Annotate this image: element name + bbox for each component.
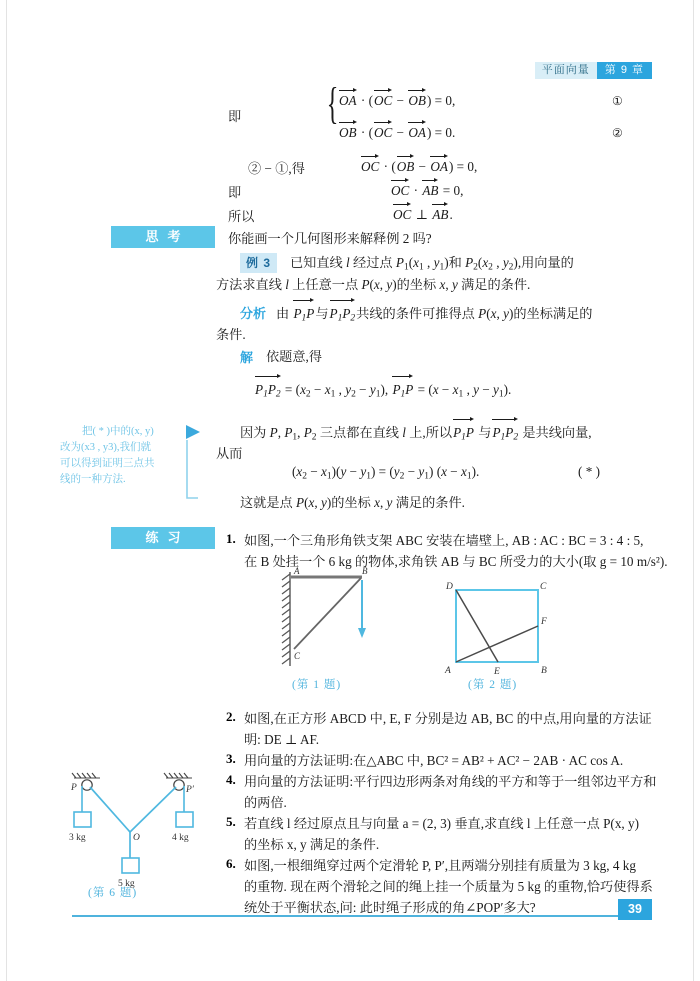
exercise-6-line-3: 统处于平衡状态,问: 此时绳子形成的角∠POP′多大? — [244, 899, 536, 915]
figure-2 — [438, 580, 568, 680]
proof-equation-4: OC · AB = 0, — [391, 183, 464, 198]
margin-note-line-1: 把( * )中的(x, y) — [82, 426, 154, 437]
solution-label: 解 — [240, 350, 254, 365]
svg-text:A: A — [294, 566, 300, 576]
exercise-6-line-2: 的重物. 现在两个滑轮之间的绳上挂一个质量为 5 kg 的重物,恰巧使得系 — [244, 878, 653, 894]
example-3-line-2: 方法求直线 l 上任意一点 P(x, y)的坐标 x, y 满足的条件. — [216, 277, 531, 292]
svg-text:4 kg: 4 kg — [172, 833, 189, 843]
svg-text:O: O — [133, 833, 140, 843]
footer-rule — [72, 915, 618, 917]
svg-text:P: P — [71, 783, 77, 793]
exercise-text-3 — [244, 751, 664, 772]
proof-equation-3: OC · (OB − OA) = 0, — [361, 159, 478, 174]
example-3-line-1: 已知直线 l 经过点 $P_1(x_1$ , $y_1$)和 $P_2(x_2$ , $y_2$),用向量的 — [290, 255, 574, 273]
svg-text:C: C — [540, 582, 547, 592]
proof-lead-2: ② − ①,得 — [248, 161, 305, 176]
figure-1-caption: (第 1 题) — [292, 679, 342, 691]
svg-text:P′: P′ — [186, 785, 194, 795]
proof-equation-1: OA · (OC − OB) = 0, — [339, 93, 456, 108]
star-equation-tag: ( * ) — [578, 464, 600, 479]
exercise-number-5: 5. — [226, 814, 236, 829]
exercise-2-line-2: 明: DE ⊥ AF. — [244, 731, 320, 747]
margin-note-line-3: 可以得到证明三点共 — [60, 457, 155, 469]
exercise-5-line-1: 若直线 l 经过原点且与向量 a = (2, 3) 垂直,求直线 l 上任意一点 P(x, y) — [244, 816, 639, 831]
proof-lead-4: 所以 — [228, 209, 255, 224]
svg-text:A: A — [445, 666, 451, 676]
margin-note-bracket — [184, 424, 206, 502]
svg-text:B: B — [362, 566, 368, 576]
think-question: 你能画一个几何图形来解释例 2 吗? — [228, 231, 432, 246]
solution-equation: $P_1P_2 = (x_2 - x_1$ , $y_2 - y_1$), $P_1P = (x - x_1$ , $y - y_1$). — [254, 378, 511, 403]
margin-note-line-4: 线的一种方法. — [60, 473, 126, 485]
svg-text:B: B — [541, 666, 547, 676]
exercise-text-4 — [244, 772, 664, 814]
exercise-2-line-1: 如图,在正方形 ABCD 中, E, F 分别是边 AB, BC 的中点,用向量的方法证 — [244, 711, 652, 726]
exercise-5-line-2: 的坐标 x, y 满足的条件. — [244, 836, 380, 852]
reason-line-1: 因为 P, $P_1$, $P_2$ 三点都在直线 l 上,所以$P_1P$ 与$P_1P_2$ 是共线向量, — [240, 421, 592, 446]
exercise-6-line-1: 如图,一根细绳穿过两个定滑轮 P, P′,且两端分别挂有质量为 3 kg, 4 kg — [244, 858, 636, 873]
exercises-badge: 练习 — [111, 527, 215, 549]
proof-equation-5: OC ⊥ AB. — [393, 207, 453, 222]
exercise-4-line-1: 用向量的方法证明:平行四边形两条对角线的平方和等于一组邻边平方和 — [244, 774, 657, 789]
analysis-line-2: 条件. — [216, 327, 246, 342]
reason-line-2: 从而 — [216, 446, 243, 461]
margin-note-arrow-icon — [186, 425, 200, 439]
analysis-label: 分析 — [240, 306, 267, 321]
exercise-text-6 — [244, 856, 664, 919]
example-3-conclusion: 这就是点 P(x, y)的坐标 x, y 满足的条件. — [240, 495, 465, 510]
running-head — [535, 62, 652, 79]
svg-text:5 kg: 5 kg — [118, 879, 135, 888]
exercise-number-2: 2. — [226, 709, 236, 724]
svg-text:E: E — [494, 667, 500, 677]
margin-note-line-2: 改为(x3 , y3),我们就 — [60, 441, 151, 453]
page-edge-left — [6, 0, 7, 981]
exercise-number-3: 3. — [226, 751, 236, 766]
running-head-chapter: 第 9 章 — [597, 62, 652, 79]
system-brace: { — [326, 79, 339, 128]
svg-text:3 kg: 3 kg — [69, 833, 86, 843]
exercise-1-line-2: 在 B 处挂一个 6 kg 的物体,求角铁 AB 与 BC 所受力的大小(取 g = 10 m/s²). — [244, 553, 668, 569]
exercise-text-5 — [244, 814, 664, 856]
exercise-3-line-1: 用向量的方法证明:在△ABC 中, BC² = AB² + AC² − 2AB · AC cos A. — [244, 753, 624, 768]
star-equation: $(x_2 - x_1)(y - y_1) = (y_2 - y_1) (x - x_1)$. — [292, 464, 480, 482]
figure-6-caption: (第 6 题) — [88, 887, 138, 899]
think-badge: 思考 — [111, 226, 215, 248]
exercise-text-2 — [244, 709, 664, 751]
page-edge-right — [693, 0, 694, 981]
page-number: 39 — [618, 899, 652, 920]
exercise-number-1: 1. — [226, 531, 236, 546]
equation-tag-1: ① — [612, 94, 623, 108]
running-head-topic: 平面向量 — [535, 62, 597, 79]
svg-text:F: F — [541, 617, 547, 627]
figure-6 — [58, 768, 208, 888]
exercise-number-6: 6. — [226, 856, 236, 871]
exercise-number-4: 4. — [226, 772, 236, 787]
solution-lead: 依题意,得 — [266, 349, 323, 364]
example-3-badge: 例 3 — [240, 253, 277, 273]
svg-text:C: C — [294, 651, 301, 661]
figure-2-caption: (第 2 题) — [468, 679, 518, 691]
margin-note — [60, 424, 178, 488]
proof-equation-2: OB · (OC − OA) = 0. — [339, 125, 456, 140]
equation-tag-2: ② — [612, 126, 623, 140]
analysis-line-1: 由 $P_1P$与$P_1P_2$共线的条件可推得点 P(x, y)的坐标满足的 — [276, 302, 592, 327]
svg-text:D: D — [446, 582, 453, 592]
proof-lead-1: 即 — [228, 109, 242, 124]
figure-1 — [272, 566, 392, 676]
exercise-4-line-2: 的两倍. — [244, 794, 287, 810]
exercise-1-line-1: 如图,一个三角形角铁支架 ABC 安装在墙壁上, AB : AC : BC = 3 : 4 : 5, — [244, 533, 644, 548]
proof-lead-3: 即 — [228, 185, 242, 200]
